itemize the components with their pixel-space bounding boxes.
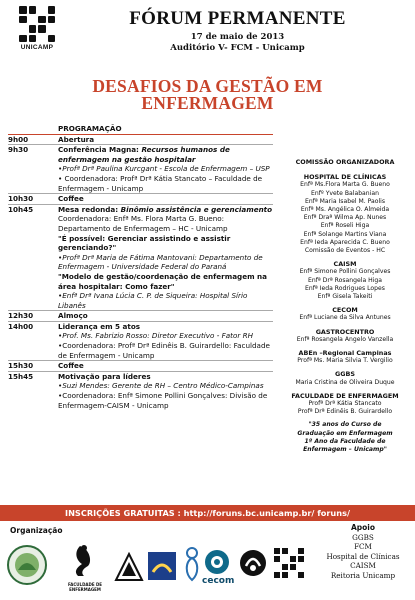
support-item: FCM: [354, 542, 372, 551]
main-title: [40, 78, 375, 112]
round-table-talk-1: "É possível: Gerenciar assistindo e assistir gerenciando?": [58, 233, 231, 253]
committee-member: Profª Drª Edinêis B. Guirardello: [297, 408, 393, 416]
program-row-lunch: [8, 311, 273, 321]
row-time: 10h30: [8, 194, 34, 204]
faculdade-enfermagem-logo-text: FACULDADE DE ENFERMAGEM: [67, 582, 102, 592]
row-time: 10h45: [8, 204, 34, 214]
committee-member: Maria Cristina de Oliveira Duque: [295, 378, 395, 386]
leadership-title: Liderança em 5 atos: [58, 321, 141, 331]
row-text: Coffee: [58, 194, 84, 204]
round-table-speaker-1: •Profª Drª Maria de Fátima Mantovani: Departamento de Enfermagem - Universidade Federal do Paraná: [58, 252, 263, 272]
committee-gastro-heading: GASTROCENTRO: [315, 327, 375, 336]
committee-member: Enfª Roseli Higa: [320, 222, 370, 230]
faculdade-enfermagem-logo-icon: [58, 542, 108, 582]
event-title: FÓRUM PERMANENTE: [129, 8, 346, 29]
motivation-title: Motivação para líderes: [58, 371, 151, 381]
baby-logo-icon: [181, 546, 203, 582]
committee-member: Enfª Gisela Takeiti: [317, 293, 373, 301]
conference-speaker: •Profª Drª Paulina Kurcgant - Escola de Enfermagem – USP: [58, 164, 270, 174]
support-heading: Apoio: [350, 523, 376, 532]
institute-logo-icon: [114, 552, 144, 582]
committee-member: Comissão de Eventos - HC: [304, 247, 386, 255]
cecom-logo-text: cecom: [202, 576, 235, 586]
event-place: Auditório V- FCM - Unicamp: [170, 43, 305, 53]
program-heading: PROGRAMAÇÃO: [8, 124, 273, 135]
row-text: Almoço: [58, 311, 88, 321]
support-item: CAISM: [350, 561, 376, 570]
motivation-coordinator: •Coordenadora: Enfª Simone Pollini Gonçalves: Divisão de Enfermagem-CAISM - Unicamp: [58, 391, 268, 410]
program-row-opening: [8, 135, 273, 145]
hospital-seal-logo-icon: [6, 544, 48, 586]
committee-member: Enfª Ieda Aparecida C. Bueno: [300, 238, 390, 246]
row-time: 9h00: [8, 134, 29, 144]
program-row-motivation: [8, 372, 273, 410]
program-row-conference: [8, 145, 273, 193]
support-item: GGBS: [352, 532, 374, 542]
committee-member: Enfª Ms.Flora Marta G. Bueno: [300, 181, 390, 189]
committee-member: Enfª Drª Rosangela Higa: [308, 276, 382, 284]
round-table-talk-2: "Modelo de gestão/coordenação de enfermagem na área hospitalar: Como fazer": [58, 271, 268, 291]
committee-member: Enfª Solange Martins Viana: [303, 230, 387, 238]
committee-member: Enfº Yvete Balabanian: [311, 189, 379, 197]
committee-cecom-heading: CECOM: [332, 306, 358, 315]
event-date: 17 de maio de 2013: [190, 32, 285, 42]
committee-fe-heading: FACULDADE DE ENFERMAGEM: [291, 391, 399, 400]
committee-member: Profª Ms. Maria Silvia T. Vergilio: [297, 357, 393, 365]
registration-banner[interactable]: INSCRIÇÕES GRATUITAS : http://foruns.bc.unicamp.br/ foruns/: [0, 505, 415, 521]
row-text: Coffee: [58, 361, 84, 371]
unicamp-square-logo-icon: [148, 552, 176, 580]
program-row-leadership: [8, 322, 273, 360]
support-item: Hospital de Clínicas: [326, 551, 400, 561]
abstract-logo-icon: [238, 548, 268, 578]
motivation-speaker: •Suzi Mendes: Gerente de RH – Centro Médico-Campinas: [58, 381, 264, 391]
conference-title: Recursos humanos de enfermagem na gestão hospitalar: [58, 145, 230, 164]
conference-coordinator: • Coordenadora: Profª Drª Kátia Stancato – Faculdade de Enfermagem - Unicamp: [58, 173, 263, 193]
committee-member: Enfª Maria Isabel M. Paolis: [304, 197, 386, 205]
round-table-speaker-2: •Enfª Drª Ivana Lúcia C. P. de Siqueira: Hospital Sírio Libanês: [58, 291, 248, 310]
support-list: [318, 523, 408, 580]
organizing-committee: [280, 158, 410, 454]
main-title-line-2: ENFERMAGEM: [141, 93, 274, 113]
unicamp-logo-text: UNICAMP: [20, 44, 54, 51]
committee-heading: COMISSÃO ORGANIZADORA: [295, 158, 395, 166]
committee-hc-heading: HOSPITAL DE CLÍNICAS: [303, 173, 387, 182]
unicamp-logo-icon: [19, 6, 55, 42]
program-row-coffee-2: [8, 361, 273, 371]
row-time: 9h30: [8, 145, 29, 155]
cecom-logo-icon: [203, 548, 231, 576]
committee-member: Enfª Luciane da Silva Antunes: [299, 314, 391, 322]
organization-logos: [6, 540, 306, 590]
unicamp-logo: [12, 6, 62, 51]
row-text: Abertura: [58, 134, 95, 144]
round-table-label: Mesa redonda:: [58, 204, 121, 214]
event-header: [70, 8, 405, 53]
row-time: 15h45: [8, 371, 34, 381]
organization-label: Organização: [10, 526, 63, 535]
committee-member: Enfª Simone Pollini Gonçalves: [299, 268, 391, 276]
leadership-coordinator: •Coordenadora: Profª Drª Edinêis B. Guirardello: Faculdade de Enfermagem - Unicamp: [58, 341, 270, 360]
committee-member: Enfª Rosangela Angelo Vanzella: [296, 335, 394, 343]
leadership-speaker: •Prof. Ms. Fabrizio Rosso: Diretor Executivo - Fator RH: [58, 331, 254, 341]
row-time: 14h00: [8, 321, 34, 331]
main-title-line-1: DESAFIOS DA GESTÃO EM: [92, 76, 323, 96]
program: [8, 124, 273, 410]
program-row-coffee-1: [8, 194, 273, 204]
program-row-round-table: [8, 205, 273, 311]
committee-ggbs-heading: GGBS: [335, 370, 355, 379]
round-table-coordinator: Coordenadora: Enfª Ms. Flora Marta G. Bueno: Departamento de Enfermagem – HC - Unicamp: [58, 214, 228, 233]
round-table-title: Binômio assistência e gerenciamento: [120, 204, 273, 214]
row-time: 15h30: [8, 361, 34, 371]
committee-member: Enfª Ms. Angélica O. Almeida: [300, 206, 390, 214]
support-item: Reitoria Unicamp: [330, 570, 396, 580]
row-time: 12h30: [8, 311, 34, 321]
committee-member: Profª Drª Kátia Stancato: [308, 400, 382, 408]
anniversary-quote: "35 anos do Curso de Graduação em Enfermagem 1º Ano da Faculdade de Enfermagem – Unicamp": [297, 421, 393, 454]
committee-caism-heading: CAISM: [333, 260, 357, 269]
committee-member: Enfª Ieda Rodrigues Lopes: [305, 284, 385, 292]
committee-aben-heading: ABEn –Regional Campinas: [298, 349, 392, 358]
committee-member: Enfª Draª Wilma Ap. Nunes: [303, 214, 387, 222]
unicamp-small-logo-icon: [274, 548, 304, 578]
conference-label: Conferência Magna:: [58, 145, 142, 155]
